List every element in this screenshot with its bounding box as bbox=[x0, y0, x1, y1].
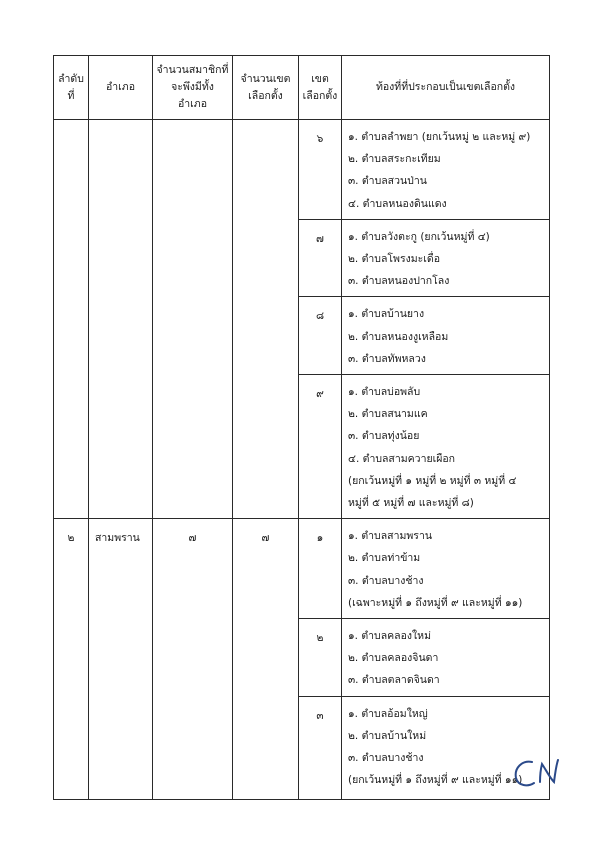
zone-number-cell: ๖ bbox=[299, 120, 342, 220]
header-area: ท้องที่ที่ประกอบเป็นเขตเลือกตั้ง bbox=[342, 56, 550, 120]
handwritten-signature bbox=[510, 756, 570, 790]
area-line: ๓. ตำบลบางช้าง bbox=[348, 574, 424, 587]
area-line: ๓. ตำบลหนองปากโลง bbox=[348, 275, 450, 288]
area-line: (ยกเว้นหมู่ที่ ๑ ถึงหมู่ที่ ๙ และหมู่ที่ ๑๑) bbox=[348, 774, 523, 787]
members-cell bbox=[153, 120, 233, 519]
zone-row bbox=[54, 120, 550, 220]
area-line: ๒. ตำบลคลองจินดา bbox=[348, 652, 439, 665]
area-line: ๓. ตำบลสวนป่าน bbox=[348, 175, 427, 188]
election-zone-table bbox=[53, 55, 550, 800]
area-line: ๑. ตำบลสามพราน bbox=[348, 530, 433, 543]
area-line: ๒. ตำบลท่าข้าม bbox=[348, 552, 421, 565]
zone-count-cell bbox=[233, 120, 299, 519]
header-members: จำนวนสมาชิกที่ จะพึงมีทั้ง อำเภอ bbox=[153, 56, 233, 120]
area-cell bbox=[342, 219, 550, 297]
area-line: ๑. ตำบลบ้านยาง bbox=[348, 308, 425, 321]
district-cell bbox=[89, 120, 153, 519]
area-line: ๓. ตำบลบางช้าง bbox=[348, 752, 424, 765]
header-zone: เขต เลือกตั้ง bbox=[299, 56, 342, 120]
zone-number-cell: ๒ bbox=[299, 619, 342, 697]
area-line: ๓. ตำบลตลาดจินดา bbox=[348, 674, 440, 687]
area-line: ๔. ตำบลหนองดินแดง bbox=[348, 197, 447, 210]
area-line: ๔. ตำบลสามควายเผือก bbox=[348, 452, 456, 465]
members-cell: ๗ bbox=[153, 519, 233, 799]
area-line: (ยกเว้นหมู่ที่ ๑ หมู่ที่ ๒ หมู่ที่ ๓ หมู่ที่ ๔ bbox=[348, 474, 517, 487]
area-line: ๒. ตำบลสนามแค bbox=[348, 408, 428, 421]
area-line: หมู่ที่ ๕ หมู่ที่ ๗ และหมู่ที่ ๘) bbox=[348, 497, 474, 510]
zone-number-cell: ๑ bbox=[299, 519, 342, 619]
area-cell bbox=[342, 375, 550, 519]
area-line: ๒. ตำบลบ้านใหม่ bbox=[348, 729, 427, 742]
zone-count-cell: ๗ bbox=[233, 519, 299, 799]
order-cell bbox=[54, 120, 89, 519]
area-line: ๓. ตำบลทุ่งน้อย bbox=[348, 430, 420, 443]
area-line: (เฉพาะหมู่ที่ ๑ ถึงหมู่ที่ ๙ และหมู่ที่ ๑๑) bbox=[348, 596, 523, 609]
zone-number-cell: ๓ bbox=[299, 696, 342, 799]
area-line: ๒. ตำบลหนองงูเหลือม bbox=[348, 330, 449, 343]
area-cell bbox=[342, 297, 550, 375]
area-cell bbox=[342, 120, 550, 220]
header-zone-count: จำนวนเขต เลือกตั้ง bbox=[233, 56, 299, 120]
area-line: ๒. ตำบลโพรงมะเดื่อ bbox=[348, 253, 441, 266]
order-cell: ๒ bbox=[54, 519, 89, 799]
header-row bbox=[54, 56, 550, 120]
area-cell bbox=[342, 619, 550, 697]
zone-number-cell: ๘ bbox=[299, 297, 342, 375]
zone-number-cell: ๗ bbox=[299, 219, 342, 297]
area-line: ๒. ตำบลสระกะเทียม bbox=[348, 153, 441, 166]
zone-row bbox=[54, 519, 550, 619]
area-line: ๑. ตำบลวังตะกู (ยกเว้นหมู่ที่ ๔) bbox=[348, 230, 490, 243]
area-cell bbox=[342, 519, 550, 619]
zone-number-cell: ๙ bbox=[299, 375, 342, 519]
district-cell: สามพราน bbox=[89, 519, 153, 799]
header-order: ลำดับ ที่ bbox=[54, 56, 89, 120]
area-line: ๑. ตำบลอ้อมใหญ่ bbox=[348, 707, 428, 720]
area-line: ๑. ตำบลคลองใหม่ bbox=[348, 630, 432, 643]
area-line: ๑. ตำบลบ่อพลับ bbox=[348, 386, 421, 399]
header-district: อำเภอ bbox=[89, 56, 153, 120]
area-line: ๑. ตำบลลำพยา (ยกเว้นหมู่ ๒ และหมู่ ๙) bbox=[348, 131, 531, 143]
area-line: ๓. ตำบลทัพหลวง bbox=[348, 352, 426, 365]
